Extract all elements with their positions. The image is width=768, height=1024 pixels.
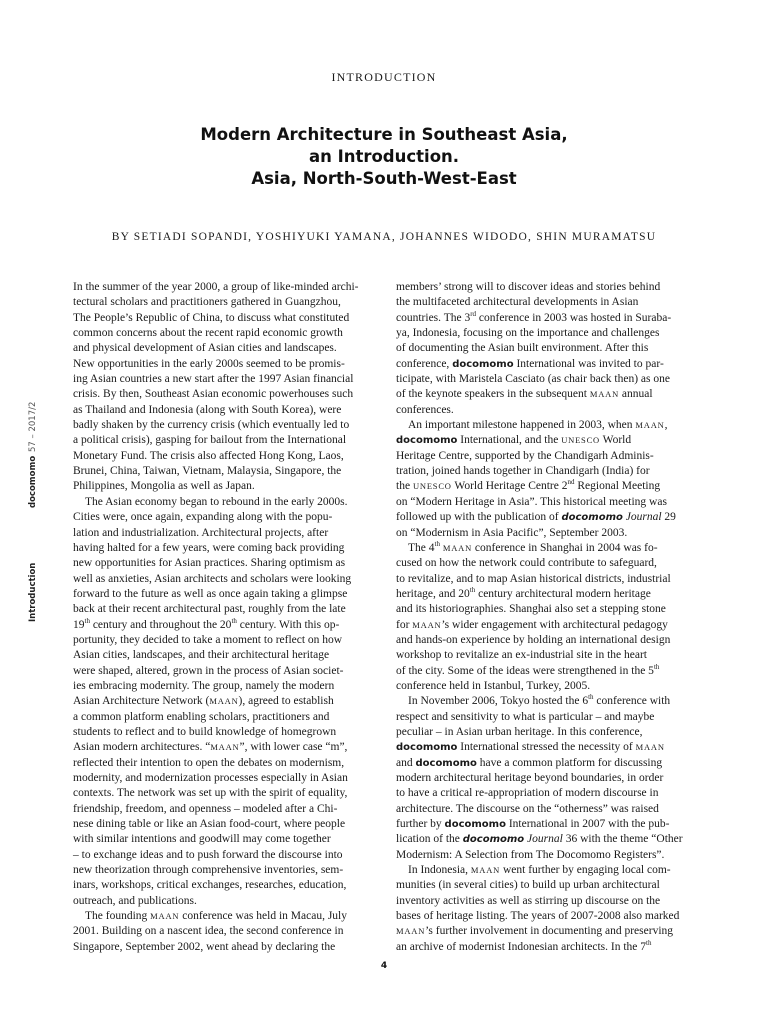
body-text-line: the UNESCO World Heritage Centre 2nd Regional Meeting: [396, 478, 661, 493]
body-text-line: In Indonesia, MAAN went further by engaging local com-: [408, 864, 671, 877]
article-title: [84, 124, 684, 190]
body-text-line: and docomomo have a common platform for discussing: [396, 756, 663, 769]
body-text-line: students to reflect and to build knowledge of homegrown: [73, 725, 337, 738]
body-text-line: An important milestone happened in 2003, when MAAN,: [408, 419, 668, 432]
body-text-line: the multifaceted architectural developments in Asian: [396, 296, 639, 309]
body-text-line: common concerns about the recent rapid economic growth: [73, 327, 343, 340]
body-text-line: architecture. The discourse on the “otherness” was raised: [396, 802, 659, 815]
body-text-line: The People’s Republic of China, to discuss what constituted: [73, 311, 350, 324]
body-text-line: modernity, and modernization processes especially in Asian: [73, 772, 348, 784]
body-column-right: [396, 280, 706, 955]
body-text-line: Philippines, Mongolia as well as Japan.: [73, 480, 255, 493]
body-text-line: nese dining table or like an Asian food-court, where people: [73, 818, 346, 831]
body-text-line: followed up with the publication of docomomo Journal 29: [396, 511, 676, 524]
body-text-line: Modernism: A Selection from The Docomomo Registers”.: [396, 848, 665, 861]
body-text-line: outreach, and publications.: [73, 894, 197, 907]
body-text-line: badly shaken by the currency crisis (which eventually led to: [73, 419, 350, 432]
body-text-line: members’ strong will to discover ideas and stories behind: [396, 281, 661, 293]
body-text-line: a common platform enabling scholars, practitioners and: [73, 710, 330, 723]
body-text-line: peculiar – in Asian urban heritage. In this conference,: [396, 725, 643, 738]
body-text-line: ya, Indonesia, focusing on the importance and challenges: [396, 327, 660, 340]
body-text-line: with similar intentions and goodwill may come together: [73, 833, 331, 846]
body-text-line: inars, workshops, critical exchanges, researches, education,: [73, 879, 347, 892]
body-text-line: portunity, they decided to take a moment to reflect on how: [73, 633, 343, 646]
body-text-line: of documenting the Asian built environment. After this: [396, 342, 649, 355]
body-text-line: conferences.: [396, 403, 454, 416]
body-text-line: forward to the future as well as once again taking a glimpse: [73, 587, 348, 600]
sidebar-journal-name: docomomo: [28, 455, 38, 508]
body-text-line: for MAAN’s wider engagement with architectural pedagogy: [396, 618, 668, 631]
body-text-line: friendship, freedom, and openness – modeled after a Chi-: [73, 802, 338, 815]
title-line: Modern Architecture in Southeast Asia,: [200, 125, 568, 144]
body-text-line: – to exchange ideas and to push forward the discourse into: [73, 848, 343, 861]
body-text-line: cused on how the network could contribute to safeguard,: [396, 557, 657, 570]
body-text-line: inventory activities as well as stirring up discourse on the: [396, 894, 661, 907]
body-text-line: conference held in Istanbul, Turkey, 2005.: [396, 679, 591, 692]
body-text-line: Singapore, September 2002, went ahead by declaring the: [73, 940, 336, 953]
body-text-line: of the keynote speakers in the subsequent MAAN annual: [396, 388, 653, 401]
body-text-line: tration, joined hands together in Chandigarh (India) for: [396, 465, 650, 478]
body-text-line: conference, docomomo International was invited to par-: [396, 357, 664, 370]
body-text-line: having halted for a few years, were coming back providing: [73, 541, 345, 554]
body-text-line: an archive of modernist Indonesian architects. In the 7th: [396, 938, 652, 953]
body-text-line: crisis. By then, Southeast Asian economic powerhouses such: [73, 388, 354, 401]
body-text-line: reflected their intention to open the debates on modernism,: [73, 756, 345, 769]
body-text-line: 19th century and throughout the 20th century. With this op-: [73, 616, 340, 631]
body-text-line: of the city. Some of the ideas were strengthened in the 5th: [396, 662, 660, 677]
body-text-line: docomomo International stressed the necessity of MAAN: [396, 741, 665, 754]
body-text-line: new opportunities for Asian practices. Sharing optimism as: [73, 557, 346, 570]
body-text-line: on “Modern Heritage in Asia”. This historical meeting was: [396, 495, 667, 508]
body-text-line: to have a critical re-appropriation of modern discourse in: [396, 787, 659, 800]
body-text-line: and its historiographies. Shanghai also set a stepping stone: [396, 603, 666, 616]
body-text-line: The 4th MAAN conference in Shanghai in 2004 was fo-: [408, 540, 658, 554]
body-text-line: MAAN’s further involvement in documenting and preserving: [396, 925, 674, 938]
body-text-line: a political crisis), gasping for bailout from the International: [73, 434, 347, 447]
body-text-line: 2001. Building on a nascent idea, the second conference in: [73, 925, 344, 938]
body-text-line: ies embracing modernity. The group, namely the modern: [73, 679, 335, 692]
body-text-line: well as anxieties, Asian architects and scholars were looking: [73, 572, 352, 585]
body-text-line: The founding MAAN conference was held in Macau, July: [85, 910, 347, 923]
body-text-line: ticipate, with Maristela Casciato (as chair back then) as one: [396, 373, 670, 386]
body-text-line: back at their recent architectural past, roughly from the late: [73, 603, 346, 616]
body-text-line: In the summer of the year 2000, a group of like-minded archi-: [73, 281, 359, 293]
page-number: 4: [380, 961, 388, 971]
body-text-line: In November 2006, Tokyo hosted the 6th conference with: [408, 693, 671, 708]
body-text-line: were shaped, altered, grown in the process of Asian societ-: [73, 664, 344, 677]
body-text-line: docomomo International, and the UNESCO World: [396, 434, 632, 447]
running-sidebar: [28, 240, 44, 670]
body-text-line: heritage, and 20th century architectural modern heritage: [396, 586, 651, 600]
body-text-line: Cities were, once again, expanding along with the popu-: [73, 511, 333, 524]
body-text-line: ing Asian countries a new start after the 1997 Asian financial: [73, 373, 354, 386]
body-text-line: munities (in several cities) to build up urban architectural: [396, 879, 660, 892]
body-text-line: bases of heritage listing. The years of 2007-2008 also marked: [396, 910, 680, 923]
body-text-line: and physical development of Asian cities and landscapes.: [73, 342, 337, 355]
sidebar-section: Introduction: [28, 562, 38, 622]
body-text-line: Monetary Fund. The crisis also affected Hong Kong, Laos,: [73, 449, 344, 462]
body-text-line: Asian modern architectures. “MAAN”, with lower case “m”,: [73, 741, 348, 754]
body-text-line: Heritage Centre, supported by the Chandigarh Adminis-: [396, 449, 654, 462]
body-text-line: tectural scholars and practitioners gathered in Guangzhou,: [73, 296, 341, 309]
byline: BY SETIADI SOPANDI, YOSHIYUKI YAMANA, JOHANNES WIDODO, SHIN MURAMATSU: [111, 231, 657, 243]
body-text-line: to revitalize, and to map Asian historical districts, industrial: [396, 572, 671, 585]
title-line: an Introduction.: [308, 147, 460, 166]
body-text-line: workshop to revitalize an ex-industrial site in the heart: [396, 649, 648, 662]
body-text-line: modern architectural heritage beyond boundaries, in order: [396, 772, 664, 784]
body-text-line: new theorization through comprehensive inventories, sem-: [73, 864, 344, 877]
body-text-line: New opportunities in the early 2000s seemed to be promis-: [73, 357, 345, 370]
section-label: INTRODUCTION: [331, 70, 437, 84]
body-text-line: as Thailand and Indonesia (along with South Korea), were: [73, 403, 342, 416]
body-text-line: and hands-on experience by holding an international design: [396, 633, 671, 646]
body-text-line: Brunei, China, Taiwan, Vietnam, Malaysia, Singapore, the: [73, 465, 342, 478]
title-line: Asia, North-South-West-East: [251, 169, 517, 188]
sidebar-issue: 57 – 2017/2: [28, 401, 38, 452]
body-text-line: countries. The 3rd conference in 2003 was hosted in Suraba-: [396, 309, 672, 324]
body-text-line: respect and sensitivity to what is particular – and maybe: [396, 710, 655, 723]
body-text-line: lation and industrialization. Architectural projects, after: [73, 526, 329, 539]
body-text-line: contexts. The network was set up with the spirit of equality,: [73, 787, 348, 800]
body-column-left: [73, 280, 381, 955]
body-text-line: further by docomomo International in 2007 with the pub-: [396, 818, 670, 831]
body-text-line: on “Modernism in Asia Pacific”, September 2003.: [396, 526, 628, 539]
body-text-line: lication of the docomomo Journal 36 with the theme “Other: [396, 833, 683, 846]
body-text-line: Asian Architecture Network (MAAN), agreed to establish: [73, 695, 334, 708]
body-text-line: Asian cities, landscapes, and their architectural heritage: [73, 649, 330, 662]
body-text-line: The Asian economy began to rebound in the early 2000s.: [85, 495, 348, 508]
